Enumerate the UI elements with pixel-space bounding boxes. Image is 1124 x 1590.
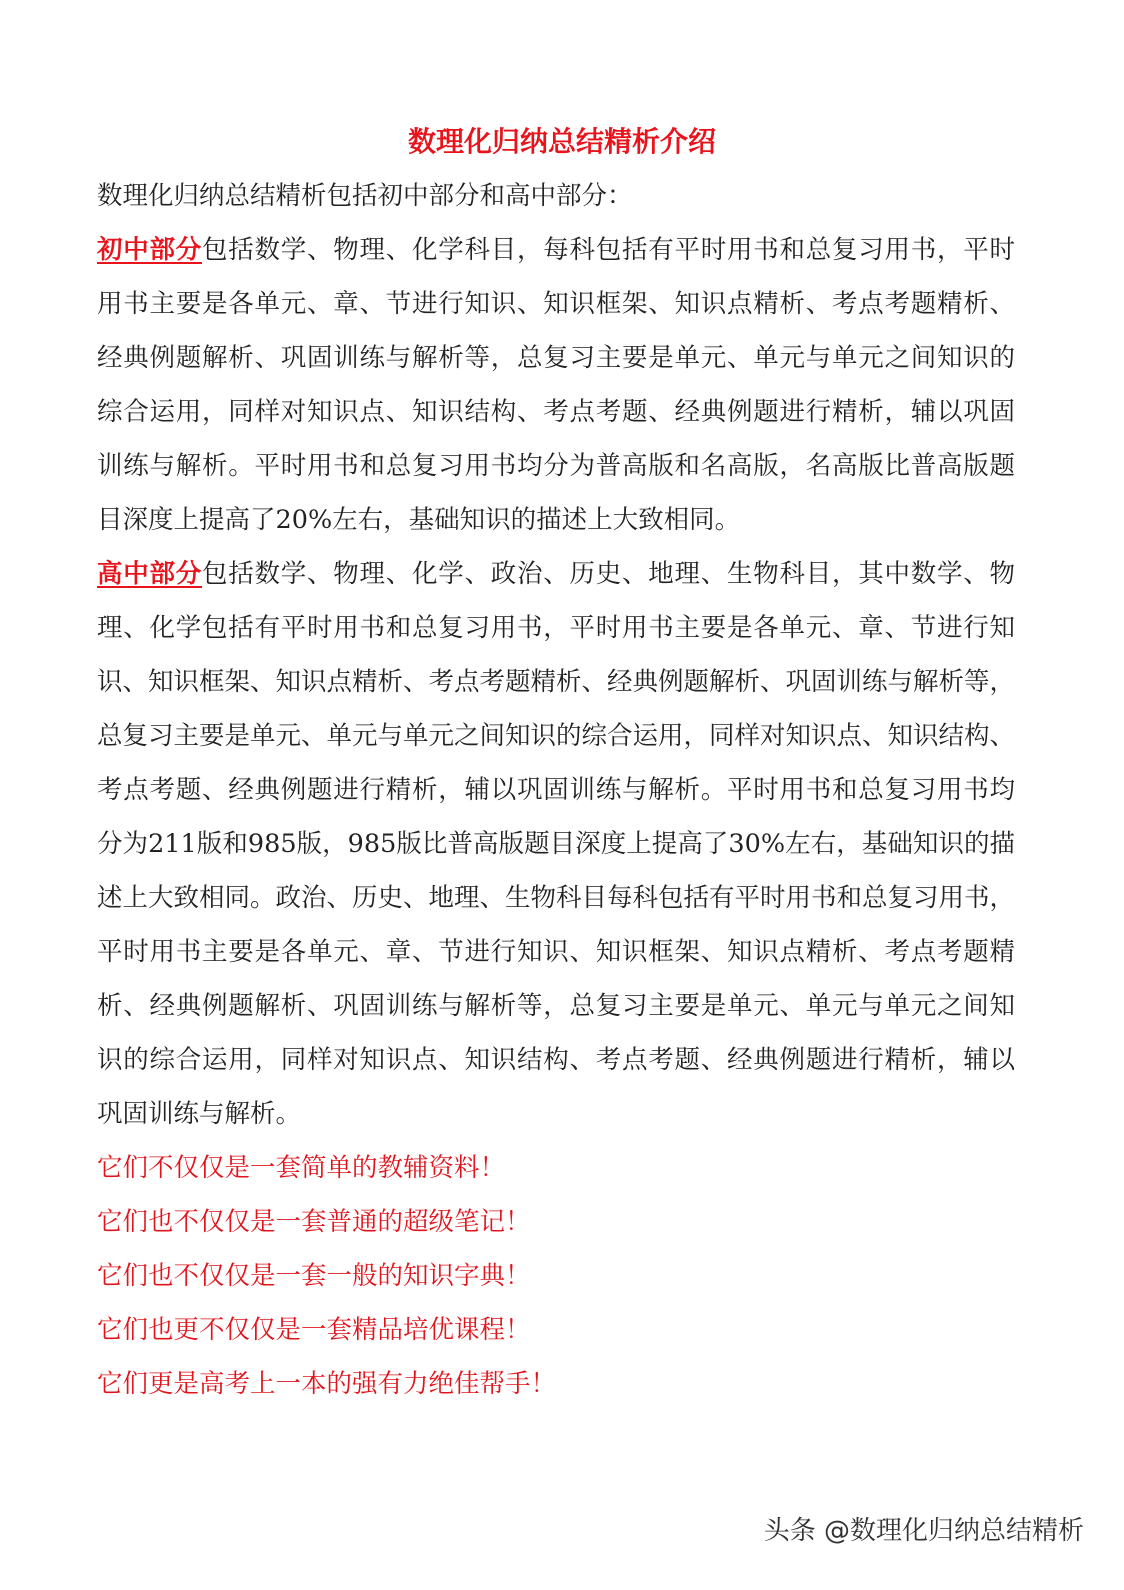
enior-lines-line: 巩固训练与解析。 xyxy=(97,1099,302,1129)
enior-lines-line: 分为211版和985版，985版比普高版题目深度上提高了30%左右，基础知识的描 xyxy=(97,829,1015,859)
junior-line-line: 训练与解析。平时用书和总复习用书均分为普高版和名高版，名高版比普高版题 xyxy=(97,451,1015,481)
slogan-line: 它们不仅仅是一套简单的教辅资料！ xyxy=(97,1153,506,1183)
slogan-line: 它们也更不仅仅是一套精品培优课程！ xyxy=(97,1315,531,1345)
senior-first-line xyxy=(97,557,1015,591)
junior-line-line: 经典例题解析、巩固训练与解析等，总复习主要是单元、单元与单元之间知识的 xyxy=(97,343,1015,373)
enior-lines-line: 理、化学包括有平时用书和总复习用书，平时用书主要是各单元、章、节进行知 xyxy=(97,613,1015,643)
junior-first-text: 包括数学、物理、化学科目，每科包括有平时用书和总复习用书，平时 xyxy=(202,235,1015,265)
enior-lines-line: 平时用书主要是各单元、章、节进行知识、知识框架、知识点精析、考点考题精 xyxy=(97,937,1015,967)
junior-label: 初中部分 xyxy=(97,235,202,265)
junior-line-line: 目深度上提高了20%左右，基础知识的描述上大致相同。 xyxy=(97,505,741,535)
slogan-line: 它们也不仅仅是一套普通的超级笔记！ xyxy=(97,1207,531,1237)
document-title: 数理化归纳总结精析介绍 xyxy=(407,125,716,158)
junior-line-line: 用书主要是各单元、章、节进行知识、知识框架、知识点精析、考点考题精析、 xyxy=(97,289,1015,319)
enior-lines-line: 总复习主要是单元、单元与单元之间知识的综合运用，同样对知识点、知识结构、 xyxy=(97,721,1016,751)
junior-line-line: 综合运用，同样对知识点、知识结构、考点考题、经典例题进行精析，辅以巩固 xyxy=(97,397,1015,427)
watermark: 头条 @数理化归纳总结精析 xyxy=(763,1516,1084,1546)
senior-label: 高中部分 xyxy=(97,559,202,589)
slogan-line: 它们也不仅仅是一套一般的知识字典！ xyxy=(97,1261,531,1291)
enior-lines-line: 识的综合运用，同样对知识点、知识结构、考点考题、经典例题进行精析，辅以 xyxy=(97,1045,1015,1075)
intro-line: 数理化归纳总结精析包括初中部分和高中部分： xyxy=(97,181,633,211)
enior-lines-line: 识、知识框架、知识点精析、考点考题精析、经典例题解析、巩固训练与解析等， xyxy=(97,667,1016,697)
enior-lines-line: 析、经典例题解析、巩固训练与解析等，总复习主要是单元、单元与单元之间知 xyxy=(97,991,1015,1021)
slogan-line: 它们更是高考上一本的强有力绝佳帮手！ xyxy=(97,1369,557,1399)
enior-lines-line: 考点考题、经典例题进行精析，辅以巩固训练与解析。平时用书和总复习用书均 xyxy=(97,775,1015,805)
enior-lines-line: 述上大致相同。政治、历史、地理、生物科目每科包括有平时用书和总复习用书， xyxy=(97,883,1016,913)
junior-first-line xyxy=(97,233,1015,267)
senior-first-text: 包括数学、物理、化学、政治、历史、地理、生物科目，其中数学、物 xyxy=(202,559,1015,589)
